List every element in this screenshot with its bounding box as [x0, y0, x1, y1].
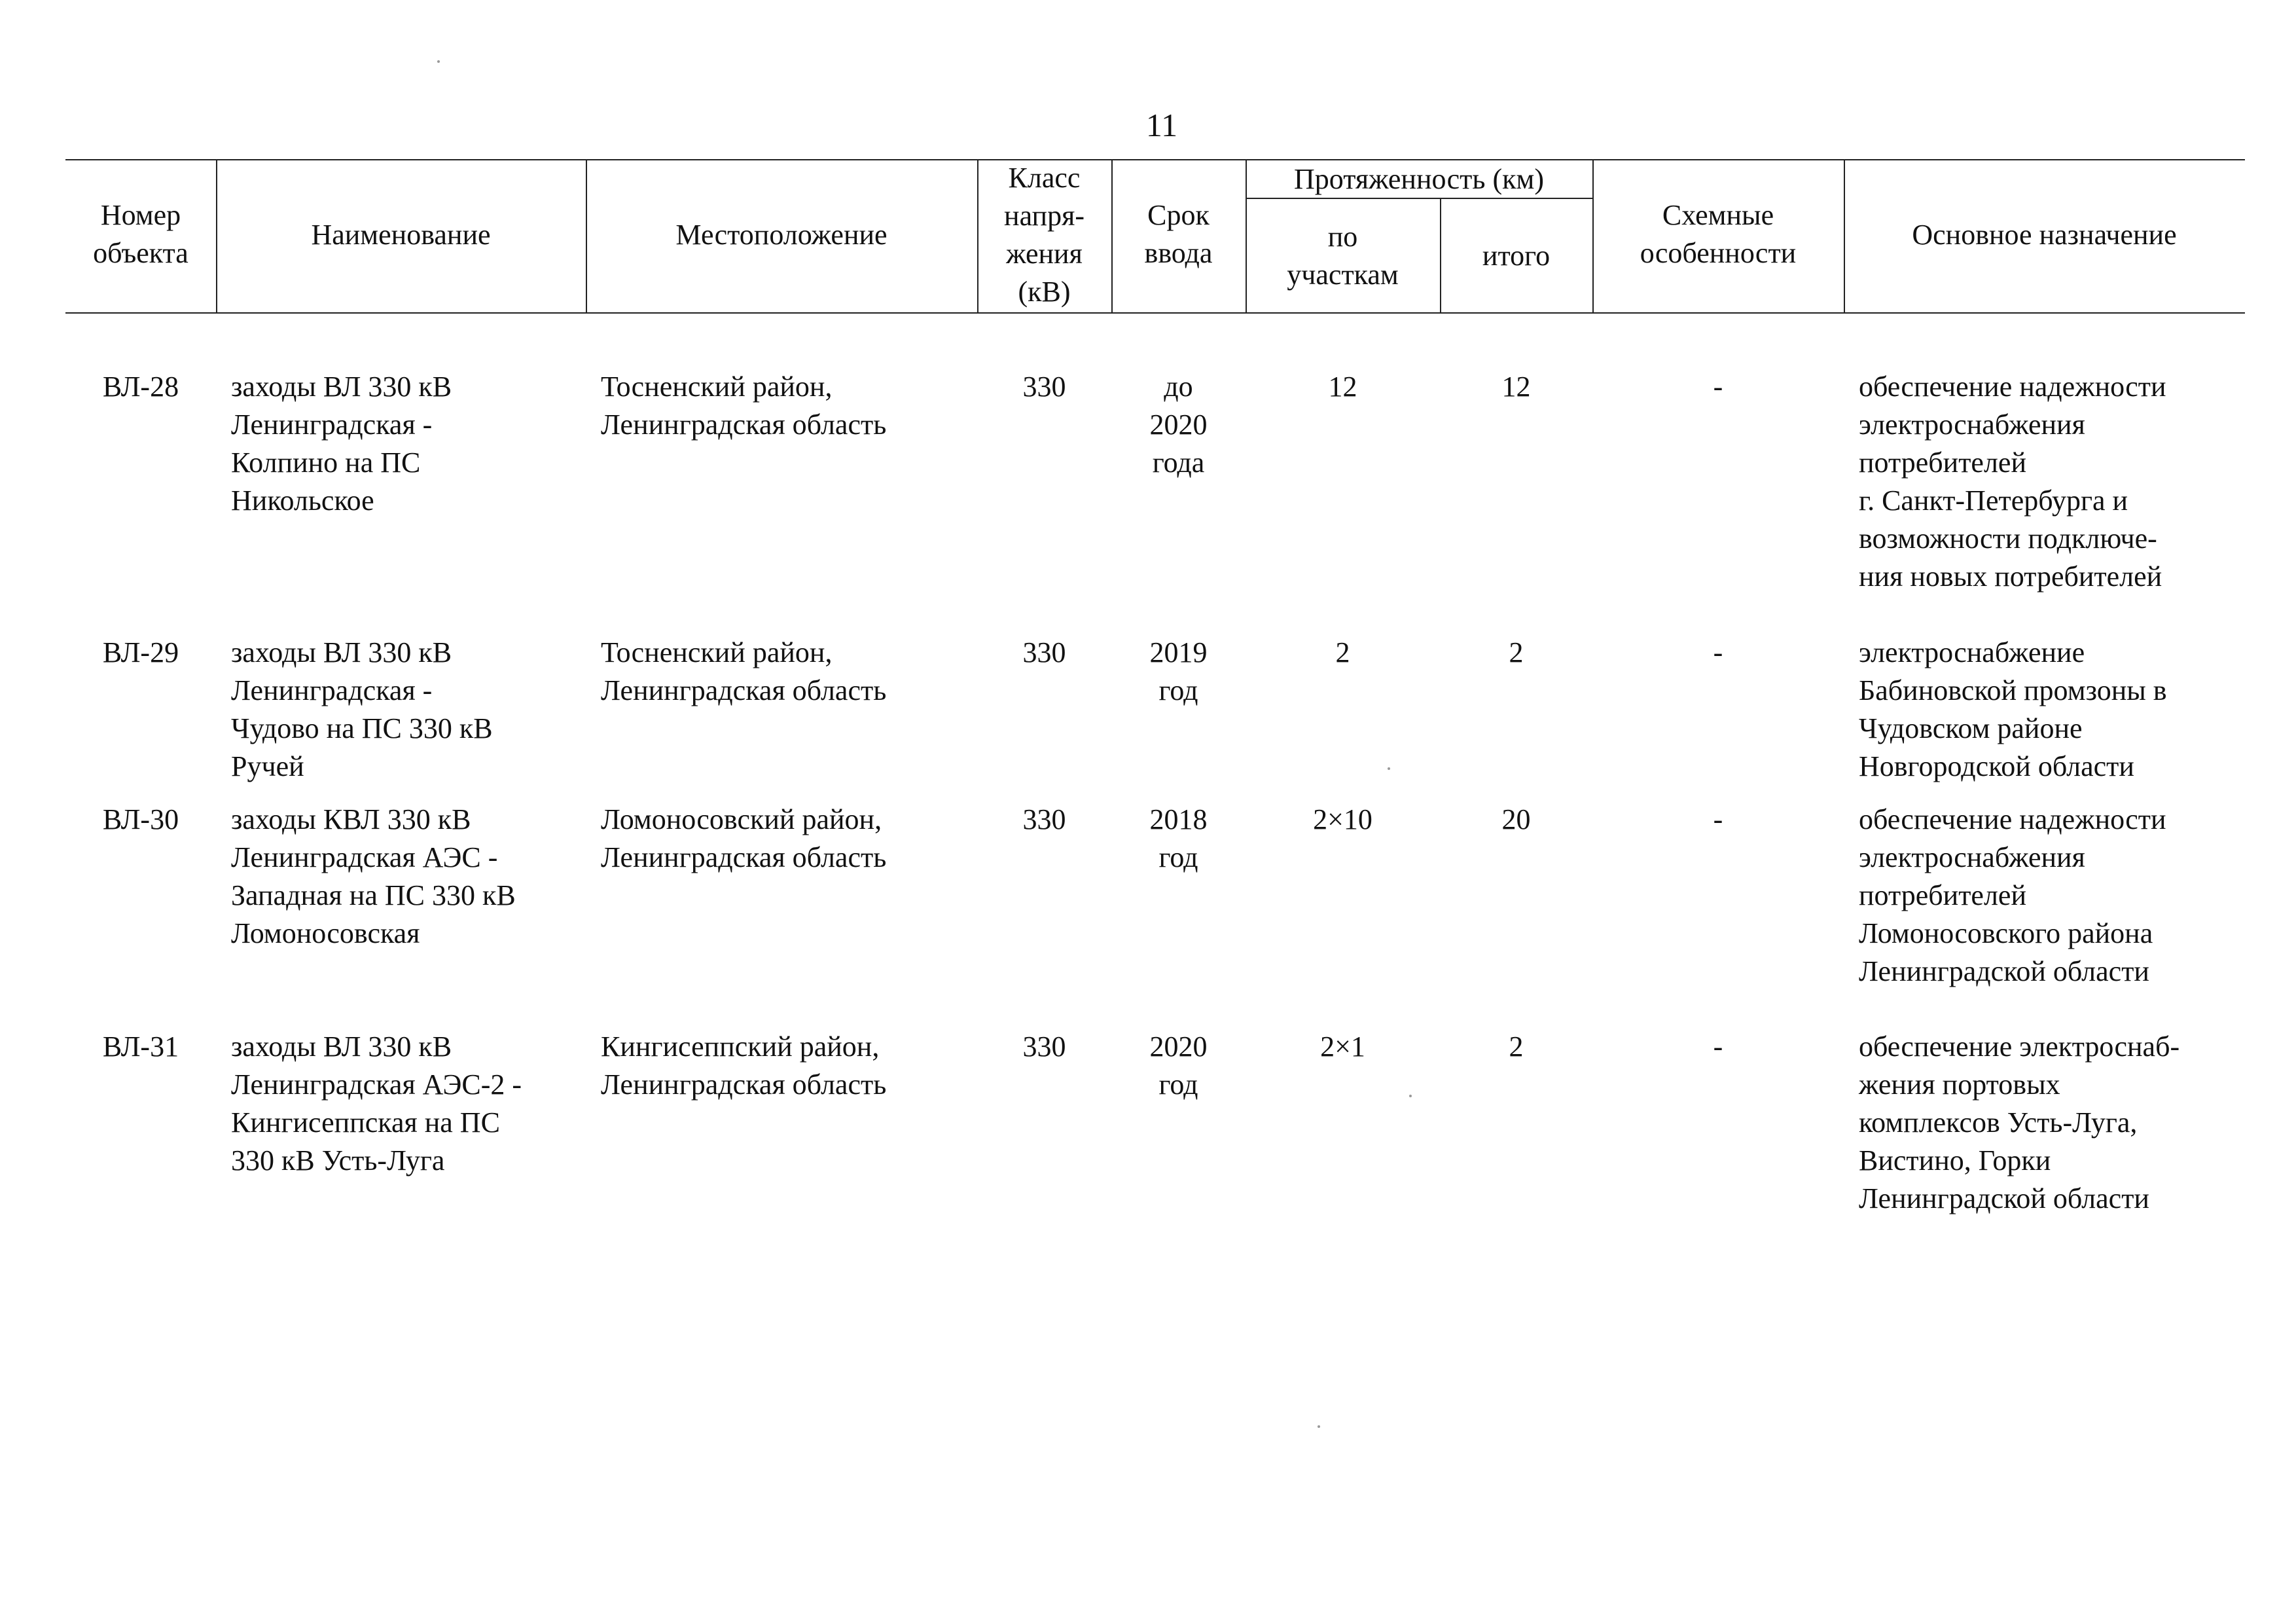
object-length-by-section: 2×1 — [1320, 1030, 1365, 1063]
scan-speck — [437, 60, 440, 63]
object-term: до 2020 года — [1149, 371, 1208, 479]
object-length-by-section: 2×10 — [1313, 803, 1372, 835]
object-number: ВЛ-29 — [102, 636, 179, 668]
header-by-section: по участкам — [1287, 221, 1399, 291]
scan-speck — [1409, 1095, 1412, 1097]
object-purpose: обеспечение надежности электроснабжения потребителей Ломоносовского района Ленинградской области — [1859, 803, 2166, 987]
object-length-total: 2 — [1509, 1030, 1524, 1063]
object-length-total: 2 — [1509, 636, 1524, 668]
object-name: заходы ВЛ 330 кВ Ленинградская - Колпино на ПС Никольское — [231, 371, 452, 517]
object-purpose: обеспечение электроснаб- жения портовых комплексов Усть-Луга, Вистино, Горки Ленинградской области — [1859, 1030, 2180, 1214]
scan-speck — [1318, 1425, 1320, 1428]
header-term: Срок ввода — [1144, 199, 1213, 269]
scan-speck — [1388, 767, 1390, 770]
object-length-by-section: 12 — [1328, 371, 1357, 403]
object-location: Тосненский район, Ленинградская область — [601, 636, 887, 706]
header-bottom-rule — [65, 312, 2245, 314]
object-scheme: - — [1713, 636, 1723, 668]
object-voltage: 330 — [1022, 636, 1066, 668]
header-name: Наименование — [311, 219, 491, 251]
object-purpose: обеспечение надежности электроснабжения потребителей г. Санкт-Петербурга и возможности подключе- ния новых потребителей — [1859, 371, 2166, 593]
object-number: ВЛ-28 — [102, 371, 179, 403]
object-voltage: 330 — [1022, 1030, 1066, 1063]
object-term: 2019 год — [1149, 636, 1208, 706]
object-location: Кингисеппский район, Ленинградская область — [601, 1030, 887, 1101]
object-name: заходы КВЛ 330 кВ Ленинградская АЭС - Западная на ПС 330 кВ Ломоносовская — [231, 803, 516, 949]
header-location: Местоположение — [675, 219, 888, 251]
object-length-total: 12 — [1501, 371, 1531, 403]
object-number: ВЛ-30 — [102, 803, 179, 835]
header-top-rule — [65, 159, 2245, 160]
object-scheme: - — [1713, 371, 1723, 403]
object-voltage: 330 — [1022, 803, 1066, 835]
header-scheme: Схемные особенности — [1640, 199, 1797, 269]
object-length-total: 20 — [1501, 803, 1531, 835]
object-number: ВЛ-31 — [102, 1030, 179, 1063]
object-term: 2018 год — [1149, 803, 1208, 873]
header-number: Номер объекта — [93, 199, 188, 269]
object-voltage: 330 — [1022, 371, 1066, 403]
object-term: 2020 год — [1149, 1030, 1208, 1101]
header-voltage: Класс напря- жения (кВ) — [1004, 162, 1085, 308]
object-scheme: - — [1713, 1030, 1723, 1063]
object-scheme: - — [1713, 803, 1723, 835]
header-total: итого — [1482, 240, 1551, 272]
header-purpose: Основное назначение — [1912, 219, 2177, 251]
header-length: Протяженность (км) — [1294, 163, 1544, 195]
page-number: 11 — [1145, 107, 1178, 143]
object-name: заходы ВЛ 330 кВ Ленинградская - Чудово на ПС 330 кВ Ручей — [231, 636, 493, 782]
object-length-by-section: 2 — [1335, 636, 1350, 668]
object-purpose: электроснабжение Бабиновской промзоны в Чудовском районе Новгородской области — [1859, 636, 2167, 782]
object-location: Тосненский район, Ленинградская область — [601, 371, 887, 441]
object-location: Ломоносовский район, Ленинградская область — [601, 803, 887, 873]
object-name: заходы ВЛ 330 кВ Ленинградская АЭС-2 - Кингисеппская на ПС 330 кВ Усть-Луга — [231, 1030, 522, 1176]
table-header — [0, 0, 2296, 314]
